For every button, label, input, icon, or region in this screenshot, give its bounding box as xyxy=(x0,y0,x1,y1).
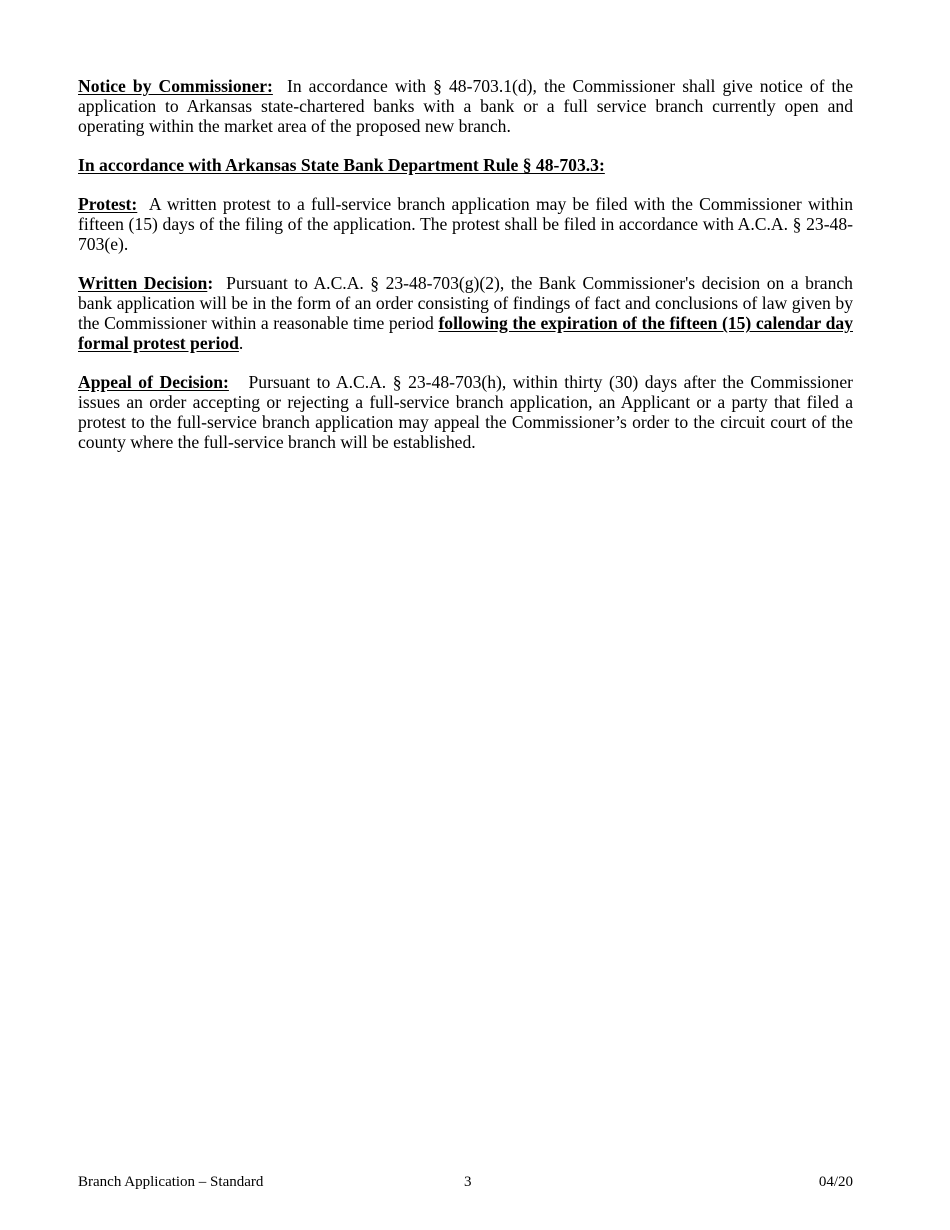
written-decision-emphasis: following the expiration of the fifteen (15) calendar day formal protest period xyxy=(78,313,853,353)
notice-text: In accordance with § 48-703.1(d), the Commissioner shall give notice of the application to Arkansas state-chartered banks with a bank or a full service branch currently open and operating within the market area of the proposed new branch. xyxy=(78,76,854,136)
footer-revision-date: 04/20 xyxy=(818,1174,853,1190)
footer-form-title: Branch Application – Standard xyxy=(78,1174,264,1190)
written-decision-paragraph xyxy=(78,273,853,353)
document-body xyxy=(78,76,853,471)
appeal-text: Pursuant to A.C.A. § 23-48-703(h), within thirty (30) days after the Commissioner issues an order accepting or rejecting a full-service branch application, an Applicant or a party that filed a protest to the full-service branch application may appeal the Commissioner’s order to the circuit court of the county where the full-service branch will be established. xyxy=(78,372,854,452)
rule-heading: In accordance with Arkansas State Bank Department Rule § 48-703.3: xyxy=(78,155,605,175)
protest-text: A written protest to a full-service branch application may be filed with the Commissioner within fifteen (15) days of the filing of the application. The protest shall be filed in accordance with A.C.A. § 23-48-703(e). xyxy=(78,194,853,254)
protest-label: Protest: xyxy=(78,194,138,214)
protest-paragraph xyxy=(78,194,853,254)
written-decision-text: Pursuant to A.C.A. § 23-48-703(g)(2), the Bank Commissioner's decision on a branch bank application will be in the form of an order consisting of findings of fact and conclusions of law given by the Commissioner within a reasonable time period xyxy=(78,273,853,333)
page-footer xyxy=(78,1172,853,1192)
notice-label: Notice by Commissioner: xyxy=(78,76,273,96)
written-decision-label-colon: : xyxy=(207,273,214,293)
written-decision-label: Written Decision xyxy=(78,273,208,293)
appeal-label: Appeal of Decision: xyxy=(78,372,229,392)
appeal-paragraph xyxy=(78,372,853,452)
footer-page-number: 3 xyxy=(464,1174,472,1190)
written-decision-end: . xyxy=(238,333,244,353)
notice-paragraph xyxy=(78,76,853,136)
